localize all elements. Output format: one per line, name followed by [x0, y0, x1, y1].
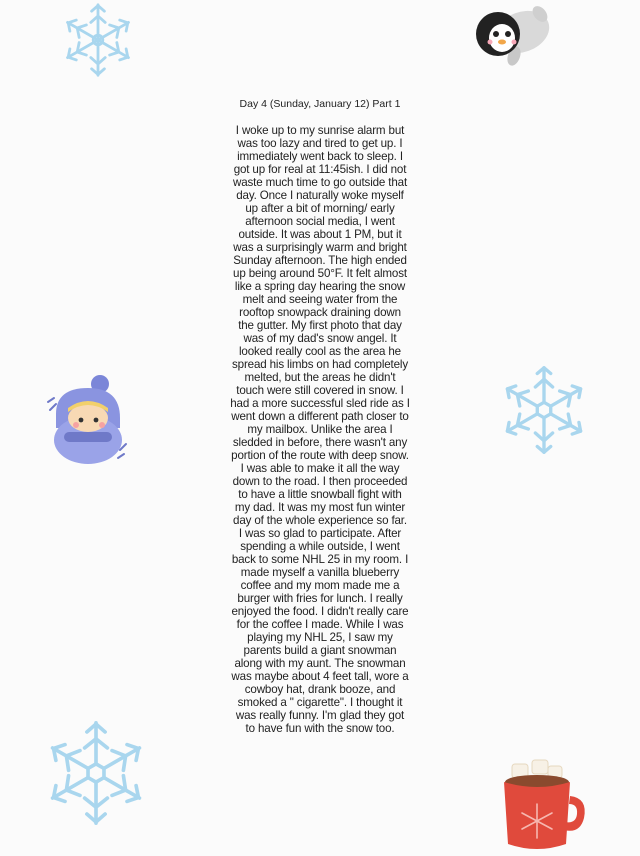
page-title: Day 4 (Sunday, January 12) Part 1 — [239, 98, 401, 110]
snowflake-icon — [48, 0, 148, 80]
snowflake-icon — [494, 362, 594, 458]
snowflake-icon — [38, 716, 154, 830]
bundled-kid-icon — [46, 374, 130, 466]
journal-paragraph: I woke up to my sunrise alarm but was too lazy and tired to get up. I immediately went back to sleep. I got up for real at 11:45ish. I did not waste much time to go outside that day. Once I naturally woke myself up after a bit of morning/ early afternoon social media, I went outside. It was about 1 PM, but it was a surprisingly warm and bright Sunday afternoon. The high ended up being around 50°F. It felt almost like a spring day hearing the snow melt and seeing water from the rooftop snowpack draining down the gutter. My first photo that day was of my dad's snow angel. It looked really cool as the area he spread his limbs on had completely melted, but the areas he didn't touch were still covered in snow. I had a more successful sled ride as I went down a different path closer to my mailbox. Unlike the area I sledded in before, there wasn't any portion of the route with deep snow. I was able to make it all the way down to the road. I then proceeded to have a little snowball fight with my dad. It was my most fun winter day of the whole experience so far. I was so glad to participate. After spending a while outside, I went back to some NHL 25 in my room. I made myself a vanilla blueberry coffee and my mom made me a burger with fries for lunch. I really enjoyed the food. I didn't really care for the coffee I made. While I was playing my NHL 25, I saw my parents build a giant snowman along with my aunt. The snowman was maybe about 4 feet tall, wore a cowboy hat, drank booze, and smoked a " cigarette". I thought it was really funny. I'm glad they got to have fun with the snow too. — [230, 124, 410, 735]
hot-cocoa-icon — [498, 758, 590, 854]
journal-body — [230, 124, 410, 735]
penguin-icon — [470, 0, 560, 72]
